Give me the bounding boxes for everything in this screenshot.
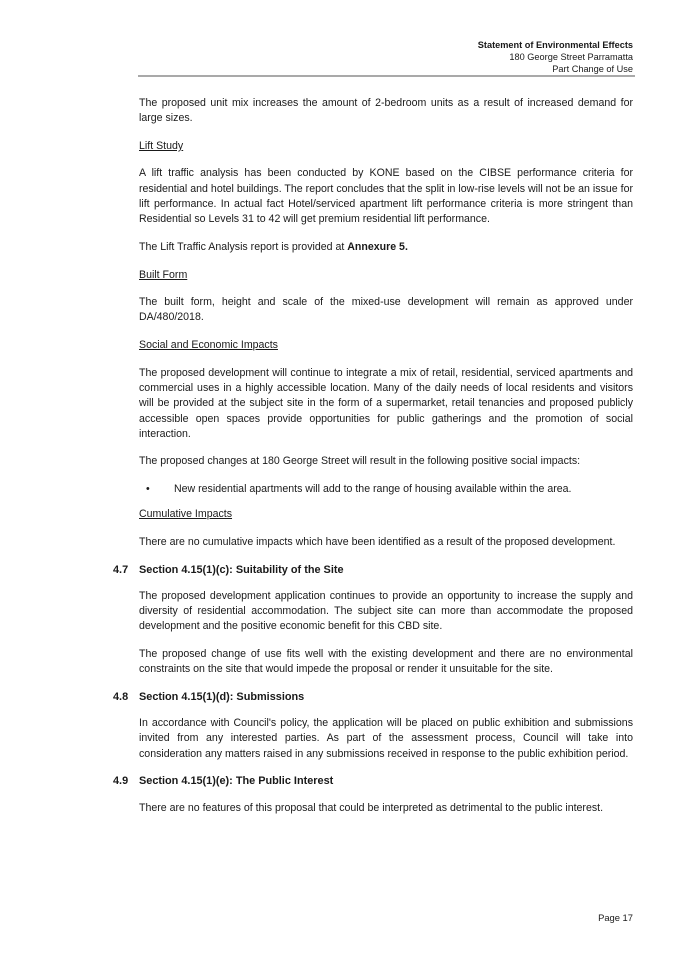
annexure-reference: Annexure 5. [347, 240, 408, 253]
section-title: Section 4.15(1)(e): The Public Interest [139, 775, 334, 788]
section-heading-4-7 [113, 563, 633, 578]
page-body [113, 96, 633, 828]
section-title: Section 4.15(1)(d): Submissions [139, 690, 305, 703]
paragraph-public-interest: There are no features of this proposal that could be interpreted as detrimental to the public interest. [139, 801, 604, 814]
section-heading-4-8 [113, 690, 633, 705]
paragraph-social-economic: The proposed development will continue to integrate a mix of retail, residential, serviced apartments and commercial uses in a highly accessible location. Many of the daily needs of local residents and visitors will be provided at the subject site in the form of a supermarket, retail tenancies and proposed publicly accessible open spaces provide opportunities for public gatherings and the promotion of social interaction. [139, 366, 633, 440]
subheading-lift-study: Lift Study [139, 139, 184, 152]
header-divider [138, 75, 635, 77]
subheading-social-economic: Social and Economic Impacts [139, 339, 278, 352]
project-subtitle: Part Change of Use [552, 64, 633, 75]
bullet-icon: • [146, 483, 150, 496]
running-header [478, 39, 633, 76]
paragraph-suitability-2: The proposed change of use fits well with the existing development and there are no environmental constraints on the site that would impede the proposal or render it unsuitable for the site. [139, 647, 633, 676]
impacts-list [139, 482, 633, 497]
page-number: Page 17 [598, 912, 633, 923]
section-number: 4.9 [113, 775, 129, 788]
list-item [139, 482, 633, 497]
section-title: Section 4.15(1)(c): Suitability of the Site [139, 563, 344, 576]
document-title: Statement of Environmental Effects [477, 40, 633, 50]
paragraph-suitability-1: The proposed development application continues to provide an opportunity to increase the supply and diversity of residential accommodation. The subject site can more than accommodate the proposed development and the positive economic benefit for this CBD site. [139, 589, 633, 633]
paragraph-cumulative: There are no cumulative impacts which have been identified as a result of the proposed development. [139, 535, 616, 548]
section-heading-4-9 [113, 774, 633, 789]
paragraph-positive-impacts: The proposed changes at 180 George Street will result in the following positive social impacts: [139, 455, 581, 468]
subheading-built-form: Built Form [139, 268, 188, 281]
paragraph-lift-analysis: A lift traffic analysis has been conducted by KONE based on the CIBSE performance criteria for residential and hotel buildings. The report concludes that the split in low-rise levels will not be an issue for lift performance. In actual fact Hotel/serviced apartment lift performance criteria is more stringent than Residential so Levels 31 to 42 will get premium residential lift performance. [139, 167, 633, 226]
paragraph-unit-mix: The proposed unit mix increases the amount of 2-bedroom units as a result of increased demand for large sizes. [139, 97, 633, 125]
subheading-cumulative: Cumulative Impacts [139, 508, 233, 521]
list-item-text: New residential apartments will add to the range of housing available within the area. [174, 483, 572, 496]
paragraph-lift-annexure [139, 240, 633, 255]
section-number: 4.7 [113, 563, 129, 576]
annexure-text: The Lift Traffic Analysis report is provided at [139, 240, 348, 253]
project-address: 180 George Street Parramatta [509, 52, 633, 63]
paragraph-built-form: The built form, height and scale of the mixed-use development will remain as approved under DA/480/2018. [139, 296, 633, 324]
paragraph-submissions: In accordance with Council's policy, the application will be placed on public exhibition and submissions invited from any interested parties. As part of the assessment process, Council will take into consideration any matters raised in any submissions received in response to the public exhibition period. [139, 717, 633, 760]
section-number: 4.8 [113, 690, 129, 703]
